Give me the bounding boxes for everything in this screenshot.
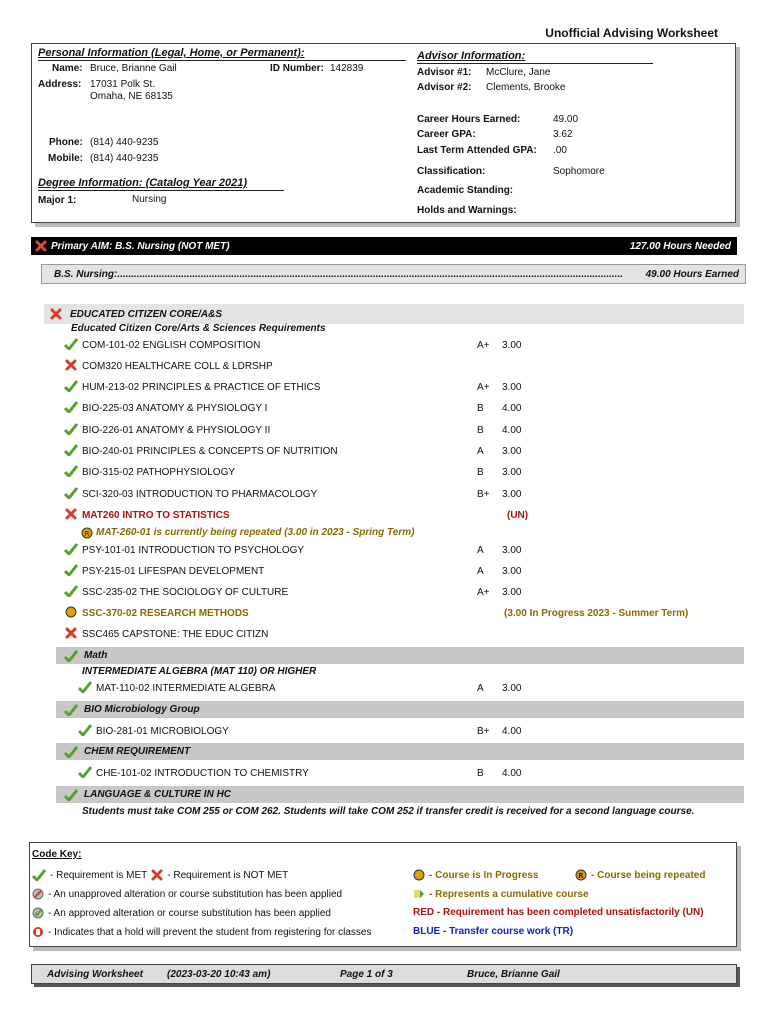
course-grade: A+ [477, 340, 490, 351]
key-cumulative-label: - Represents a cumulative course [429, 888, 589, 900]
classification-value: Sophomore [553, 166, 605, 177]
course-grade: (UN) [507, 510, 529, 521]
advisor-2-value: Clements, Brooke [486, 82, 566, 93]
course-hours: 3.00 [502, 467, 522, 478]
course-name: HUM-213-02 PRINCIPLES & PRACTICE OF ETHICS [82, 382, 321, 393]
course-row [0, 507, 768, 525]
key-unapproved [32, 888, 342, 900]
course-name: BIO-281-01 MICROBIOLOGY [96, 726, 229, 737]
check-icon [64, 465, 78, 477]
student-id: 142839 [330, 63, 364, 74]
id-label: ID Number: [270, 63, 324, 74]
course-row [0, 337, 768, 355]
career-gpa-value: 3.62 [553, 129, 573, 140]
svg-text:R: R [578, 872, 584, 880]
key-repeated [575, 869, 705, 881]
course-name: SSC465 CAPSTONE: THE EDUC CITIZN [82, 629, 269, 640]
not-met-icon [65, 627, 77, 639]
classification-label: Classification: [417, 166, 486, 177]
mobile-label: Mobile: [48, 153, 83, 164]
course-row [0, 379, 768, 397]
approved-substitution-icon [32, 907, 44, 919]
degree-progress-bar [41, 264, 746, 284]
course-row [0, 486, 768, 504]
degree-info-heading: Degree Information: (Catalog Year 2021) [38, 177, 248, 189]
key-met-label: - Requirement is MET [50, 869, 148, 881]
footer-title: Advising Worksheet [47, 969, 143, 980]
check-icon [64, 444, 78, 456]
course-name: SCI-320-03 INTRODUCTION TO PHARMACOLOGY [82, 489, 318, 500]
mobile-value: (814) 440-9235 [90, 153, 159, 164]
course-name: COM-101-02 ENGLISH COMPOSITION [82, 340, 261, 351]
check-icon [64, 380, 78, 392]
key-in-progress-label: - Course is In Progress [429, 869, 539, 881]
course-hours: 3.00 [502, 340, 522, 351]
advisor-1-label: Advisor #1: [417, 67, 472, 78]
course-hours: 4.00 [502, 768, 522, 779]
major-label: Major 1: [38, 195, 77, 206]
chem-title: CHEM REQUIREMENT [84, 746, 191, 757]
not-met-icon [50, 308, 62, 320]
course-name: CHE-101-02 INTRODUCTION TO CHEMISTRY [96, 768, 309, 779]
course-name: PSY-215-01 LIFESPAN DEVELOPMENT [82, 566, 265, 577]
personal-rule [38, 60, 406, 61]
check-icon [78, 724, 92, 736]
course-row [0, 358, 768, 376]
language-title: LANGUAGE & CULTURE IN HC [84, 789, 232, 800]
phone-label: Phone: [49, 137, 83, 148]
not-met-icon [35, 240, 47, 252]
course-hours: 3.00 [502, 566, 522, 577]
course-row [0, 680, 768, 698]
course-hours: 4.00 [502, 726, 522, 737]
career-hours-value: 49.00 [553, 114, 579, 125]
bio-title: BIO Microbiology Group [84, 704, 200, 715]
course-name: SSC-235-02 THE SOCIOLOGY OF CULTURE [82, 587, 289, 598]
chem-group-header [56, 743, 744, 760]
page-footer [31, 964, 737, 984]
key-hold-label: - Indicates that a hold will prevent the student from registering for classes [48, 926, 372, 938]
check-icon [78, 681, 92, 693]
course-grade: B+ [477, 489, 490, 500]
course-grade: B [477, 425, 484, 436]
check-icon [64, 543, 78, 555]
hours-earned: 49.00 Hours Earned [645, 268, 739, 280]
key-red: RED - Requirement has been completed unsatisfactorily (UN) [413, 907, 704, 918]
check-icon [64, 487, 78, 499]
course-grade: B [477, 467, 484, 478]
course-name: BIO-226-01 ANATOMY & PHYSIOLOGY II [82, 425, 271, 436]
dot-leader: ...................................................................................................................................................................................... [117, 268, 623, 280]
code-key-title: Code Key: [32, 849, 82, 860]
key-unapproved-label: - An unapproved alteration or course substitution has been applied [48, 888, 343, 900]
check-icon [64, 585, 78, 597]
language-note: Students must take COM 255 or COM 262. Students will take COM 252 if transfer credit is received for a second language course. [82, 806, 695, 817]
hold-icon [32, 926, 44, 938]
course-name: PSY-101-01 INTRODUCTION TO PSYCHOLOGY [82, 545, 305, 556]
key-approved-label: - An approved alteration or course substitution has been applied [48, 907, 331, 919]
hours-needed: 127.00 Hours Needed [629, 240, 731, 252]
course-hours: 4.00 [502, 403, 522, 414]
key-in-progress [413, 869, 538, 881]
course-name: COM320 HEALTHCARE COLL & LDRSHP [82, 361, 273, 372]
core-title: EDUCATED CITIZEN CORE/A&S [70, 308, 223, 320]
course-grade: A [477, 566, 484, 577]
course-grade: A [477, 446, 484, 457]
code-key-panel [29, 842, 737, 947]
footer-student: Bruce, Brianne Gail [467, 969, 560, 980]
course-hours: 4.00 [502, 425, 522, 436]
in-progress-icon [65, 606, 77, 618]
career-gpa-label: Career GPA: [417, 129, 476, 140]
career-hours-label: Career Hours Earned: [417, 114, 521, 125]
advisor-info-heading: Advisor Information: [417, 50, 526, 62]
holds-label: Holds and Warnings: [417, 205, 517, 216]
unapproved-substitution-icon [32, 888, 44, 900]
degree-rule [38, 190, 284, 191]
not-met-icon [151, 869, 163, 881]
course-row [0, 584, 768, 602]
course-hours: 3.00 [502, 545, 522, 556]
course-status: (3.00 In Progress 2023 - Summer Term) [504, 608, 689, 619]
check-icon [64, 401, 78, 413]
course-hours: 3.00 [502, 446, 522, 457]
personal-info-heading: Personal Information (Legal, Home, or Permanent): [38, 47, 305, 59]
name-label: Name: [52, 63, 83, 74]
check-icon [64, 564, 78, 576]
primary-aim-title: Primary AIM: B.S. Nursing (NOT MET) [51, 240, 230, 252]
course-row [0, 765, 768, 783]
course-row [0, 626, 768, 644]
address-label: Address: [38, 79, 82, 90]
key-blue: BLUE - Transfer course work (TR) [413, 926, 574, 937]
course-grade: A+ [477, 587, 490, 598]
repeat-icon [575, 869, 587, 881]
svg-text:R: R [84, 530, 90, 538]
course-grade: B [477, 403, 484, 414]
key-approved [32, 907, 331, 919]
core-requirement-header [44, 304, 744, 324]
advisor-rule [417, 63, 653, 64]
course-row [0, 542, 768, 560]
key-cumulative [413, 888, 589, 900]
course-grade: B [477, 768, 484, 779]
course-name: SSC-370-02 RESEARCH METHODS [82, 608, 249, 619]
repeat-icon [81, 527, 93, 539]
footer-date: (2023-03-20 10:43 am) [167, 969, 271, 980]
check-icon [64, 338, 78, 350]
document-title: Unofficial Advising Worksheet [545, 26, 718, 40]
phone-value: (814) 440-9235 [90, 137, 159, 148]
course-row [0, 464, 768, 482]
academic-standing-label: Academic Standing: [417, 185, 514, 196]
course-name: BIO-315-02 PATHOPHYSIOLOGY [82, 467, 236, 478]
key-met [32, 869, 288, 881]
address-line-2: Omaha, NE 68135 [90, 91, 173, 102]
advisor-2-label: Advisor #2: [417, 82, 472, 93]
course-name: MAT-110-02 INTERMEDIATE ALGEBRA [96, 683, 276, 694]
cumulative-icon [413, 888, 425, 900]
last-term-gpa-label: Last Term Attended GPA: [417, 145, 537, 156]
course-grade: B+ [477, 726, 490, 737]
course-row [0, 400, 768, 418]
not-met-icon [65, 359, 77, 371]
course-hours: 3.00 [502, 587, 522, 598]
footer-page: Page 1 of 3 [340, 969, 393, 980]
check-icon [64, 423, 78, 435]
check-icon [64, 704, 78, 716]
in-progress-icon [413, 869, 425, 881]
student-name: Bruce, Brianne Gail [90, 63, 177, 74]
primary-aim-bar [31, 237, 737, 255]
course-grade: A+ [477, 382, 490, 393]
address-line-1: 17031 Polk St. [90, 79, 156, 90]
key-not-met-label: - Requirement is NOT MET [167, 869, 289, 881]
math-group-header [56, 647, 744, 664]
course-grade: A [477, 545, 484, 556]
last-term-gpa-value: .00 [553, 145, 567, 156]
course-row [0, 443, 768, 461]
check-icon [64, 746, 78, 758]
course-name: BIO-225-03 ANATOMY & PHYSIOLOGY I [82, 403, 268, 414]
course-grade: A [477, 683, 484, 694]
key-repeated-label: - Course being repeated [591, 869, 706, 881]
course-row [0, 605, 768, 623]
course-hours: 3.00 [502, 683, 522, 694]
course-name: BIO-240-01 PRINCIPLES & CONCEPTS OF NUTRITION [82, 446, 338, 457]
check-icon [64, 650, 78, 662]
advisor-1-value: McClure, Jane [486, 67, 551, 78]
course-row [0, 563, 768, 581]
bio-group-header [56, 701, 744, 718]
key-hold [32, 926, 372, 938]
repeat-note: MAT-260-01 is currently being repeated (3.00 in 2023 - Spring Term) [96, 527, 415, 538]
core-subtitle: Educated Citizen Core/Arts & Sciences Requirements [71, 323, 326, 334]
course-hours: 3.00 [502, 382, 522, 393]
course-hours: 3.00 [502, 489, 522, 500]
degree-label: B.S. Nursing: [54, 268, 118, 280]
check-icon [64, 789, 78, 801]
language-group-header [56, 786, 744, 803]
check-icon [32, 869, 46, 881]
course-row [0, 422, 768, 440]
not-met-icon [65, 508, 77, 520]
course-name: MAT260 INTRO TO STATISTICS [82, 510, 230, 521]
math-title: Math [84, 650, 108, 661]
math-subtitle: INTERMEDIATE ALGEBRA (MAT 110) OR HIGHER [82, 666, 317, 677]
major-value: Nursing [132, 194, 167, 205]
check-icon [78, 766, 92, 778]
student-info-panel [31, 43, 736, 223]
course-row [0, 723, 768, 741]
